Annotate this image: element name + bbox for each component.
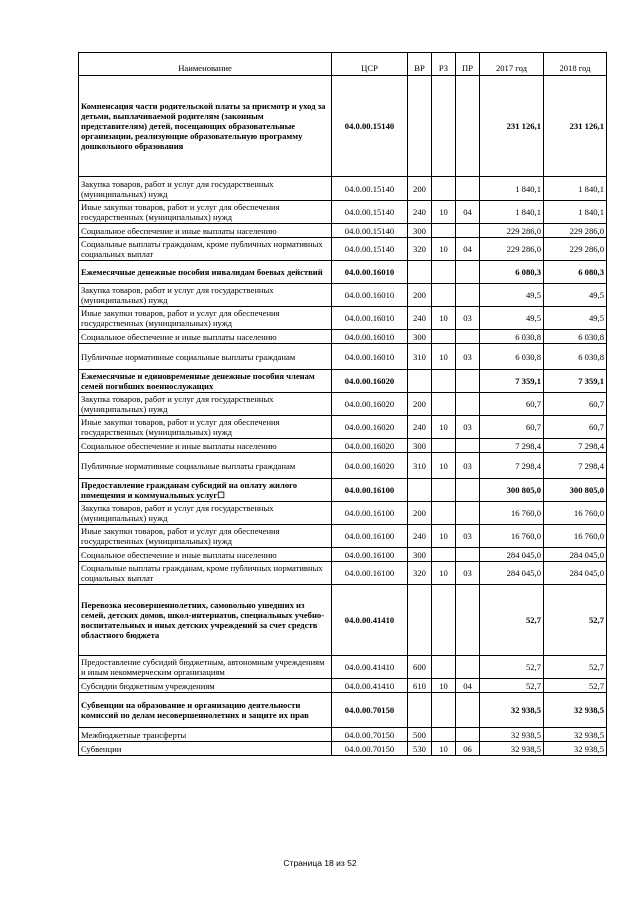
cell-code: 04.0.00.16020 — [332, 393, 408, 416]
cell-pr: 03 — [456, 525, 480, 548]
table-row — [79, 679, 607, 693]
cell-rz: 10 — [432, 679, 456, 693]
cell-code: 04.0.00.41410 — [332, 656, 408, 679]
cell-code: 04.0.00.16100 — [332, 525, 408, 548]
cell-pr: 03 — [456, 416, 480, 439]
cell-2017: 32 938,5 — [480, 742, 544, 756]
cell-vr: 240 — [408, 307, 432, 330]
cell-name: Социальные выплаты гражданам, кроме публичных нормативных социальных выплат — [79, 238, 332, 261]
cell-rz: 10 — [432, 562, 456, 585]
cell-name: Предоставление субсидий бюджетным, автономным учреждениям и иным некоммерческим организациям — [79, 656, 332, 679]
cell-code: 04.0.00.16010 — [332, 344, 408, 370]
cell-2017: 49,5 — [480, 284, 544, 307]
cell-vr: 310 — [408, 344, 432, 370]
cell-rz — [432, 585, 456, 656]
cell-name: Ежемесячные денежные пособия инвалидам боевых действий — [79, 261, 332, 284]
table-row-section — [79, 479, 607, 502]
cell-2018: 7 359,1 — [544, 370, 607, 393]
cell-code: 04.0.00.16010 — [332, 261, 408, 284]
table-row — [79, 525, 607, 548]
cell-rz: 10 — [432, 742, 456, 756]
cell-2018: 52,7 — [544, 679, 607, 693]
cell-rz — [432, 479, 456, 502]
cell-name: Иные закупки товаров, работ и услуг для обеспечения государственных (муниципальных) нужд — [79, 525, 332, 548]
cell-2017: 284 045,0 — [480, 548, 544, 562]
cell-vr: 200 — [408, 177, 432, 201]
cell-code: 04.0.00.15140 — [332, 76, 408, 177]
cell-2018: 32 938,5 — [544, 742, 607, 756]
cell-vr: 300 — [408, 548, 432, 562]
cell-2017: 52,7 — [480, 656, 544, 679]
cell-rz — [432, 502, 456, 525]
cell-code: 04.0.00.16100 — [332, 548, 408, 562]
cell-rz: 10 — [432, 307, 456, 330]
cell-pr: 03 — [456, 562, 480, 585]
cell-rz — [432, 656, 456, 679]
cell-2017: 16 760,0 — [480, 525, 544, 548]
cell-2018: 60,7 — [544, 393, 607, 416]
cell-2017: 229 286,0 — [480, 238, 544, 261]
cell-code: 04.0.00.70150 — [332, 728, 408, 742]
cell-code: 04.0.00.16100 — [332, 562, 408, 585]
table-row — [79, 284, 607, 307]
cell-rz: 10 — [432, 525, 456, 548]
header-rz: РЗ — [432, 53, 456, 76]
cell-vr: 530 — [408, 742, 432, 756]
cell-2018: 284 045,0 — [544, 562, 607, 585]
cell-rz: 10 — [432, 416, 456, 439]
cell-pr — [456, 76, 480, 177]
table-row-section — [79, 693, 607, 728]
cell-pr — [456, 177, 480, 201]
cell-2017: 16 760,0 — [480, 502, 544, 525]
cell-2018: 229 286,0 — [544, 238, 607, 261]
table-row — [79, 502, 607, 525]
cell-pr — [456, 261, 480, 284]
cell-name: Перевозка несовершеннолетних, самовольно ушедших из семей, детских домов, школ-интернатов, специальных учебно-воспитательных и иных детских учреждений за счет средств областного бюджета — [79, 585, 332, 656]
header-year-2017: 2017 год — [480, 53, 544, 76]
table-row — [79, 344, 607, 370]
cell-vr: 320 — [408, 238, 432, 261]
header-year-2018: 2018 год — [544, 53, 607, 76]
cell-2018: 32 938,5 — [544, 693, 607, 728]
cell-2018: 6 030,8 — [544, 330, 607, 344]
table-row — [79, 742, 607, 756]
header-pr: ПР — [456, 53, 480, 76]
cell-name: Закупка товаров, работ и услуг для государственных (муниципальных) нужд — [79, 502, 332, 525]
cell-vr — [408, 261, 432, 284]
page-footer — [0, 858, 640, 868]
cell-2018: 16 760,0 — [544, 525, 607, 548]
cell-code: 04.0.00.41410 — [332, 585, 408, 656]
cell-pr — [456, 693, 480, 728]
cell-2018: 300 805,0 — [544, 479, 607, 502]
cell-code: 04.0.00.41410 — [332, 679, 408, 693]
cell-vr — [408, 76, 432, 177]
cell-name: Социальное обеспечение и иные выплаты населению — [79, 439, 332, 453]
cell-rz — [432, 693, 456, 728]
table-body — [79, 53, 607, 756]
cell-name: Закупка товаров, работ и услуг для государственных (муниципальных) нужд — [79, 177, 332, 201]
cell-2017: 6 030,8 — [480, 330, 544, 344]
cell-vr: 300 — [408, 439, 432, 453]
cell-vr: 240 — [408, 416, 432, 439]
cell-rz — [432, 261, 456, 284]
table-row — [79, 238, 607, 261]
cell-2017: 284 045,0 — [480, 562, 544, 585]
cell-vr — [408, 479, 432, 502]
cell-pr — [456, 479, 480, 502]
cell-name: Ежемесячные и единовременные денежные пособия членам семей погибших военнослужащих — [79, 370, 332, 393]
cell-vr — [408, 693, 432, 728]
cell-pr — [456, 502, 480, 525]
cell-rz: 10 — [432, 344, 456, 370]
cell-name: Иные закупки товаров, работ и услуг для обеспечения государственных (муниципальных) нужд — [79, 416, 332, 439]
cell-pr — [456, 224, 480, 238]
cell-rz — [432, 393, 456, 416]
cell-code: 04.0.00.15140 — [332, 201, 408, 224]
cell-code: 04.0.00.16020 — [332, 416, 408, 439]
cell-2017: 1 840,1 — [480, 201, 544, 224]
cell-code: 04.0.00.16020 — [332, 370, 408, 393]
cell-rz — [432, 439, 456, 453]
cell-rz: 10 — [432, 453, 456, 479]
cell-code: 04.0.00.70150 — [332, 693, 408, 728]
table-row-section — [79, 370, 607, 393]
table-row — [79, 330, 607, 344]
cell-name: Субсидии бюджетным учреждениям — [79, 679, 332, 693]
header-vr: ВР — [408, 53, 432, 76]
cell-pr — [456, 284, 480, 307]
cell-2018: 284 045,0 — [544, 548, 607, 562]
cell-pr — [456, 585, 480, 656]
table-row — [79, 307, 607, 330]
cell-code: 04.0.00.15140 — [332, 177, 408, 201]
cell-2018: 16 760,0 — [544, 502, 607, 525]
cell-pr: 06 — [456, 742, 480, 756]
cell-vr: 600 — [408, 656, 432, 679]
cell-pr: 04 — [456, 679, 480, 693]
cell-name: Закупка товаров, работ и услуг для государственных (муниципальных) нужд — [79, 393, 332, 416]
cell-rz: 10 — [432, 201, 456, 224]
cell-code: 04.0.00.16020 — [332, 439, 408, 453]
cell-pr: 03 — [456, 453, 480, 479]
cell-pr — [456, 548, 480, 562]
cell-pr: 03 — [456, 344, 480, 370]
page-number: Страница 18 из 52 — [283, 858, 357, 868]
cell-2018: 6 030,8 — [544, 344, 607, 370]
table-header-row — [79, 53, 607, 76]
cell-vr: 200 — [408, 284, 432, 307]
cell-vr — [408, 585, 432, 656]
cell-name: Социальное обеспечение и иные выплаты населению — [79, 548, 332, 562]
cell-2018: 6 080,3 — [544, 261, 607, 284]
table-row — [79, 439, 607, 453]
cell-2017: 231 126,1 — [480, 76, 544, 177]
table-row — [79, 453, 607, 479]
cell-2018: 60,7 — [544, 416, 607, 439]
cell-vr: 500 — [408, 728, 432, 742]
cell-name: Иные закупки товаров, работ и услуг для обеспечения государственных (муниципальных) нужд — [79, 307, 332, 330]
cell-pr: 04 — [456, 238, 480, 261]
cell-rz — [432, 76, 456, 177]
cell-name: Социальное обеспечение и иные выплаты населению — [79, 330, 332, 344]
cell-vr: 300 — [408, 224, 432, 238]
cell-code: 04.0.00.16010 — [332, 307, 408, 330]
cell-rz — [432, 330, 456, 344]
cell-2017: 52,7 — [480, 679, 544, 693]
cell-2017: 52,7 — [480, 585, 544, 656]
cell-rz — [432, 728, 456, 742]
cell-rz — [432, 177, 456, 201]
cell-2017: 60,7 — [480, 393, 544, 416]
cell-code: 04.0.00.15140 — [332, 238, 408, 261]
cell-rz — [432, 370, 456, 393]
table-row — [79, 201, 607, 224]
cell-2017: 32 938,5 — [480, 728, 544, 742]
cell-2017: 6 030,8 — [480, 344, 544, 370]
table-row — [79, 224, 607, 238]
cell-2017: 7 298,4 — [480, 439, 544, 453]
cell-vr: 320 — [408, 562, 432, 585]
cell-pr: 04 — [456, 201, 480, 224]
header-name: Наименование — [79, 53, 332, 76]
cell-code: 04.0.00.16020 — [332, 453, 408, 479]
table-row — [79, 548, 607, 562]
table-row — [79, 416, 607, 439]
cell-rz — [432, 548, 456, 562]
cell-name: Социальные выплаты гражданам, кроме публичных нормативных социальных выплат — [79, 562, 332, 585]
table-row — [79, 393, 607, 416]
cell-2017: 32 938,5 — [480, 693, 544, 728]
cell-2017: 300 805,0 — [480, 479, 544, 502]
cell-name: Социальное обеспечение и иные выплаты населению — [79, 224, 332, 238]
table-row-section — [79, 76, 607, 177]
table-row — [79, 177, 607, 201]
cell-2017: 229 286,0 — [480, 224, 544, 238]
cell-name: Компенсация части родительской платы за присмотр и уход за детьми, выплачиваемой родителям (законным представителям) детей, посещающих образовательные организации, реализующие образовательную программу дошкольного образования — [79, 76, 332, 177]
cell-name: Публичные нормативные социальные выплаты гражданам — [79, 453, 332, 479]
cell-pr — [456, 370, 480, 393]
cell-vr: 300 — [408, 330, 432, 344]
cell-name: Предоставление гражданам субсидий на оплату жилого помещения и коммунальных услуг☐ — [79, 479, 332, 502]
cell-name: Межбюджетные трансферты — [79, 728, 332, 742]
cell-vr: 240 — [408, 525, 432, 548]
cell-pr — [456, 439, 480, 453]
cell-2017: 7 298,4 — [480, 453, 544, 479]
cell-vr: 240 — [408, 201, 432, 224]
cell-2018: 229 286,0 — [544, 224, 607, 238]
cell-code: 04.0.00.70150 — [332, 742, 408, 756]
table-row — [79, 656, 607, 679]
cell-2018: 52,7 — [544, 656, 607, 679]
cell-rz — [432, 284, 456, 307]
table-row-section — [79, 585, 607, 656]
cell-2017: 6 080,3 — [480, 261, 544, 284]
cell-pr — [456, 393, 480, 416]
cell-name: Публичные нормативные социальные выплаты гражданам — [79, 344, 332, 370]
cell-code: 04.0.00.16010 — [332, 330, 408, 344]
cell-2017: 7 359,1 — [480, 370, 544, 393]
cell-name: Субвенции — [79, 742, 332, 756]
cell-rz — [432, 224, 456, 238]
cell-vr — [408, 370, 432, 393]
table-row — [79, 728, 607, 742]
cell-vr: 200 — [408, 502, 432, 525]
cell-vr: 610 — [408, 679, 432, 693]
cell-code: 04.0.00.16100 — [332, 479, 408, 502]
cell-pr: 03 — [456, 307, 480, 330]
table-row — [79, 562, 607, 585]
cell-name: Иные закупки товаров, работ и услуг для обеспечения государственных (муниципальных) нужд — [79, 201, 332, 224]
cell-name: Закупка товаров, работ и услуг для государственных (муниципальных) нужд — [79, 284, 332, 307]
cell-rz: 10 — [432, 238, 456, 261]
cell-2018: 7 298,4 — [544, 453, 607, 479]
cell-2018: 7 298,4 — [544, 439, 607, 453]
cell-2018: 32 938,5 — [544, 728, 607, 742]
cell-code: 04.0.00.16100 — [332, 502, 408, 525]
cell-code: 04.0.00.16010 — [332, 284, 408, 307]
cell-2018: 1 840,1 — [544, 201, 607, 224]
cell-2018: 49,5 — [544, 307, 607, 330]
cell-2017: 49,5 — [480, 307, 544, 330]
cell-code: 04.0.00.15140 — [332, 224, 408, 238]
cell-2017: 1 840,1 — [480, 177, 544, 201]
cell-pr — [456, 728, 480, 742]
cell-2018: 49,5 — [544, 284, 607, 307]
cell-name: Субвенции на образование и организацию деятельности комиссий по делам несовершеннолетних и защите их прав — [79, 693, 332, 728]
cell-pr — [456, 656, 480, 679]
table-row-section — [79, 261, 607, 284]
cell-2017: 60,7 — [480, 416, 544, 439]
header-code: ЦСР — [332, 53, 408, 76]
cell-2018: 1 840,1 — [544, 177, 607, 201]
cell-2018: 52,7 — [544, 585, 607, 656]
cell-2018: 231 126,1 — [544, 76, 607, 177]
cell-vr: 200 — [408, 393, 432, 416]
cell-vr: 310 — [408, 453, 432, 479]
budget-table — [78, 52, 607, 756]
cell-pr — [456, 330, 480, 344]
